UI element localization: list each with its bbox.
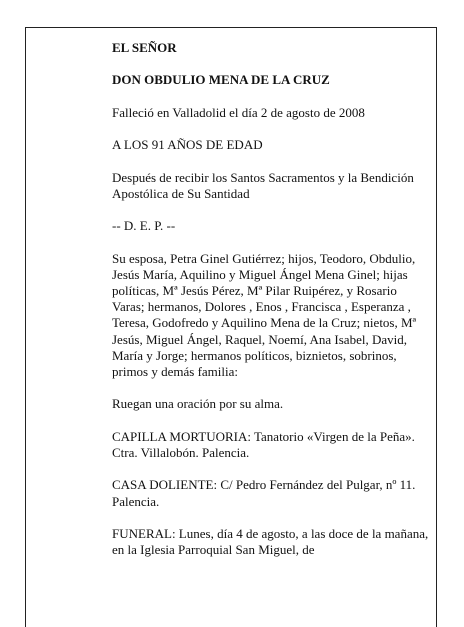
chapel-paragraph: CAPILLA MORTUORIA: Tanatorio «Virgen de la Peña». Ctra. Villalobón. Palencia. — [112, 428, 415, 460]
age-line: A LOS 91 AÑOS DE EDAD — [112, 137, 263, 153]
obituary-title: EL SEÑOR — [112, 40, 177, 55]
obituary-text — [112, 40, 430, 575]
death-notice: Falleció en Valladolid el día 2 de agosto de 2008 — [112, 104, 365, 120]
family-paragraph: Su esposa, Petra Ginel Gutiérrez; hijos, Teodoro, Obdulio, Jesús María, Aquilino y Miguel Ángel Mena Ginel; hijas políticas, Mª Jesús Pérez, Mª Pilar Ruipérez, y Rosario Varas; hermanos, Dolores , Enos , Francisca , Esperanza , Teresa, Godofredo y Aquilino Mena de la Cruz; nietos, Mª Jesús, Miguel Ángel, Raquel, Noemí, Ana Isabel, David, María y Jorge; hermanos políticos, biznietos, sobrinos, primos y demás familia: — [112, 250, 417, 379]
rip-line: -- D. E. P. -- — [112, 218, 176, 234]
prayer-line: Ruegan una oración por su alma. — [112, 396, 284, 412]
funeral-paragraph: FUNERAL: Lunes, día 4 de agosto, a las doce de la mañana, en la Iglesia Parroquial San Miguel, de — [112, 525, 429, 558]
house-paragraph: CASA DOLIENTE: C/ Pedro Fernández del Pulgar, nº 11. Palencia. — [112, 477, 416, 509]
deceased-name: DON OBDULIO MENA DE LA CRUZ — [112, 72, 330, 88]
sacraments-paragraph: Después de recibir los Santos Sacramentos y la Bendición Apostólica de Su Santidad — [112, 169, 414, 201]
